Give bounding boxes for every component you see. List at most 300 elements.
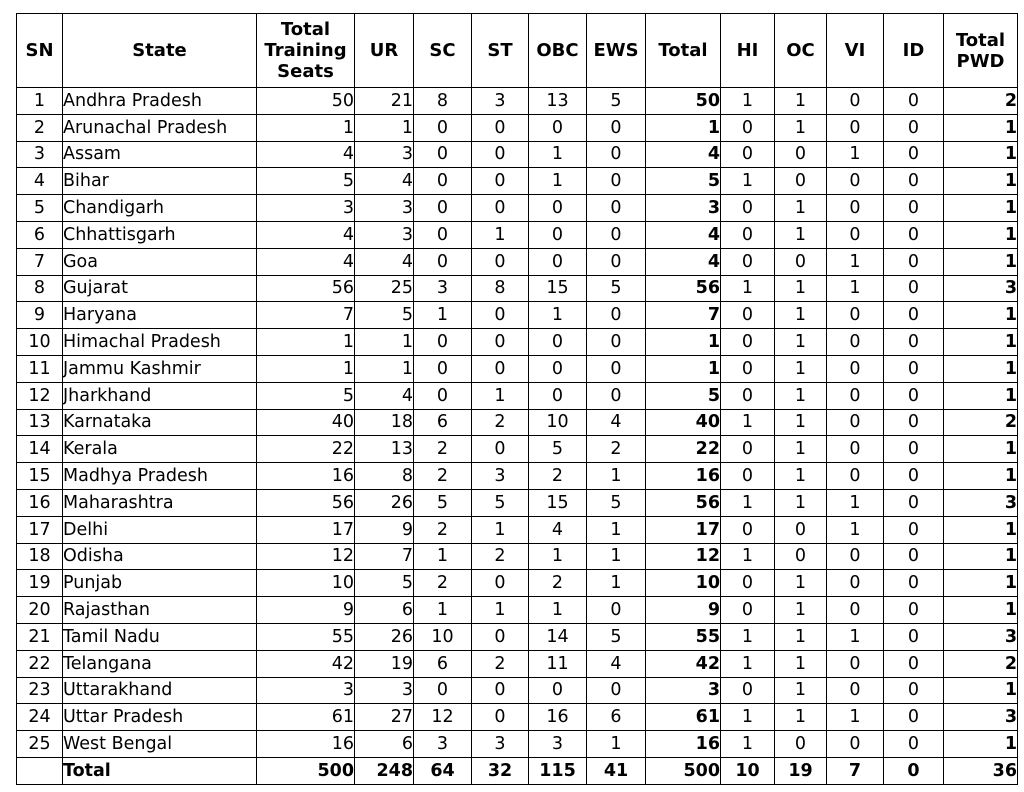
cell-sn: 20 bbox=[17, 597, 63, 624]
header-hi: HI bbox=[721, 14, 775, 88]
cell-ews: 1 bbox=[587, 570, 646, 597]
cell-total-training-seats: 10 bbox=[257, 570, 355, 597]
cell-total-training-seats: 5 bbox=[257, 168, 355, 195]
cell-ews: 0 bbox=[587, 248, 646, 275]
table-row bbox=[17, 382, 1018, 409]
cell-sn: 19 bbox=[17, 570, 63, 597]
cell-sn: 3 bbox=[17, 141, 63, 168]
cell-ur: 6 bbox=[355, 597, 414, 624]
cell-state: Telangana bbox=[63, 650, 257, 677]
cell-ur: 13 bbox=[355, 436, 414, 463]
cell-st: 1 bbox=[472, 516, 529, 543]
cell-total-training-seats: 56 bbox=[257, 275, 355, 302]
cell-id: 0 bbox=[884, 88, 944, 115]
cell-ur: 1 bbox=[355, 355, 414, 382]
table-row bbox=[17, 248, 1018, 275]
cell-total-pwd: 3 bbox=[944, 489, 1018, 516]
table-row bbox=[17, 409, 1018, 436]
cell-id: 0 bbox=[884, 623, 944, 650]
cell-ur: 3 bbox=[355, 195, 414, 222]
cell-sn: 25 bbox=[17, 731, 63, 758]
cell-state: Chandigarh bbox=[63, 195, 257, 222]
cell-obc: 16 bbox=[529, 704, 587, 731]
cell-total-training-seats: 55 bbox=[257, 623, 355, 650]
table-row bbox=[17, 463, 1018, 490]
header-total-pwd bbox=[944, 14, 1018, 88]
cell-hi: 1 bbox=[721, 168, 775, 195]
cell-hi: 0 bbox=[721, 329, 775, 356]
cell-ur: 19 bbox=[355, 650, 414, 677]
cell-vi: 0 bbox=[827, 168, 884, 195]
cell-obc: 0 bbox=[529, 195, 587, 222]
cell-total: 16 bbox=[646, 463, 721, 490]
header-id: ID bbox=[884, 14, 944, 88]
cell-vi: 1 bbox=[827, 623, 884, 650]
cell-total: 5 bbox=[646, 382, 721, 409]
cell-total-pwd: 1 bbox=[944, 731, 1018, 758]
cell-ur: 18 bbox=[355, 409, 414, 436]
cell-st: 2 bbox=[472, 409, 529, 436]
cell-total-pwd: 2 bbox=[944, 88, 1018, 115]
cell-total-pwd: 3 bbox=[944, 623, 1018, 650]
table-row bbox=[17, 195, 1018, 222]
cell-sc: 2 bbox=[414, 463, 472, 490]
cell-ur: 5 bbox=[355, 302, 414, 329]
cell-sc: 2 bbox=[414, 516, 472, 543]
header-seats-line-2: Training bbox=[264, 40, 347, 61]
table-row bbox=[17, 355, 1018, 382]
cell-id: 0 bbox=[884, 329, 944, 356]
cell-st: 0 bbox=[472, 704, 529, 731]
cell-total: 500 bbox=[646, 757, 721, 784]
cell-st: 0 bbox=[472, 570, 529, 597]
cell-state: Kerala bbox=[63, 436, 257, 463]
cell-sn: 7 bbox=[17, 248, 63, 275]
cell-sn: 6 bbox=[17, 221, 63, 248]
cell-total-pwd: 3 bbox=[944, 275, 1018, 302]
cell-total-pwd: 2 bbox=[944, 409, 1018, 436]
header-seats-line-1: Total bbox=[280, 19, 331, 40]
cell-vi: 0 bbox=[827, 731, 884, 758]
cell-oc: 1 bbox=[775, 463, 827, 490]
cell-ur: 4 bbox=[355, 382, 414, 409]
cell-vi: 0 bbox=[827, 409, 884, 436]
table-row bbox=[17, 731, 1018, 758]
cell-total-pwd: 2 bbox=[944, 650, 1018, 677]
cell-oc: 0 bbox=[775, 543, 827, 570]
cell-oc: 1 bbox=[775, 436, 827, 463]
cell-st: 0 bbox=[472, 141, 529, 168]
cell-sn: 12 bbox=[17, 382, 63, 409]
cell-sc: 12 bbox=[414, 704, 472, 731]
cell-ews: 0 bbox=[587, 677, 646, 704]
cell-hi: 0 bbox=[721, 382, 775, 409]
cell-vi: 7 bbox=[827, 757, 884, 784]
table-row bbox=[17, 570, 1018, 597]
cell-vi: 0 bbox=[827, 382, 884, 409]
cell-hi: 0 bbox=[721, 302, 775, 329]
table-row bbox=[17, 436, 1018, 463]
cell-vi: 0 bbox=[827, 677, 884, 704]
cell-vi: 1 bbox=[827, 141, 884, 168]
cell-total-pwd: 1 bbox=[944, 677, 1018, 704]
cell-sn: 10 bbox=[17, 329, 63, 356]
cell-ur: 4 bbox=[355, 168, 414, 195]
cell-sc: 0 bbox=[414, 141, 472, 168]
cell-total-training-seats: 4 bbox=[257, 221, 355, 248]
header-ur: UR bbox=[355, 14, 414, 88]
cell-vi: 1 bbox=[827, 248, 884, 275]
cell-oc: 1 bbox=[775, 597, 827, 624]
cell-hi: 1 bbox=[721, 704, 775, 731]
cell-total-training-seats: 4 bbox=[257, 141, 355, 168]
cell-total: 9 bbox=[646, 597, 721, 624]
cell-oc: 0 bbox=[775, 141, 827, 168]
cell-hi: 0 bbox=[721, 141, 775, 168]
cell-total-training-seats: 17 bbox=[257, 516, 355, 543]
cell-oc: 1 bbox=[775, 623, 827, 650]
cell-oc: 0 bbox=[775, 731, 827, 758]
cell-sc: 0 bbox=[414, 677, 472, 704]
cell-ews: 4 bbox=[587, 409, 646, 436]
cell-st: 2 bbox=[472, 650, 529, 677]
cell-total-pwd: 36 bbox=[944, 757, 1018, 784]
cell-sn: 23 bbox=[17, 677, 63, 704]
cell-total: 12 bbox=[646, 543, 721, 570]
cell-ur: 9 bbox=[355, 516, 414, 543]
cell-st: 0 bbox=[472, 114, 529, 141]
cell-total: 1 bbox=[646, 114, 721, 141]
cell-sc: 2 bbox=[414, 436, 472, 463]
cell-state: Karnataka bbox=[63, 409, 257, 436]
cell-oc: 1 bbox=[775, 221, 827, 248]
cell-total-training-seats: 1 bbox=[257, 329, 355, 356]
cell-id: 0 bbox=[884, 275, 944, 302]
cell-obc: 14 bbox=[529, 623, 587, 650]
table-row bbox=[17, 221, 1018, 248]
cell-st: 0 bbox=[472, 436, 529, 463]
cell-total-training-seats: 16 bbox=[257, 463, 355, 490]
cell-ews: 41 bbox=[587, 757, 646, 784]
cell-vi: 0 bbox=[827, 114, 884, 141]
table-row bbox=[17, 489, 1018, 516]
cell-ur: 5 bbox=[355, 570, 414, 597]
cell-ur: 26 bbox=[355, 623, 414, 650]
cell-sc: 0 bbox=[414, 248, 472, 275]
cell-sn: 1 bbox=[17, 88, 63, 115]
table-row bbox=[17, 88, 1018, 115]
cell-id: 0 bbox=[884, 436, 944, 463]
cell-state: Odisha bbox=[63, 543, 257, 570]
cell-total-pwd: 1 bbox=[944, 355, 1018, 382]
cell-obc: 10 bbox=[529, 409, 587, 436]
cell-ews: 1 bbox=[587, 516, 646, 543]
cell-ur: 248 bbox=[355, 757, 414, 784]
cell-vi: 0 bbox=[827, 221, 884, 248]
cell-total-pwd: 1 bbox=[944, 221, 1018, 248]
cell-id: 0 bbox=[884, 597, 944, 624]
cell-total: 4 bbox=[646, 221, 721, 248]
cell-sc: 6 bbox=[414, 650, 472, 677]
table-row bbox=[17, 650, 1018, 677]
cell-ur: 25 bbox=[355, 275, 414, 302]
cell-vi: 0 bbox=[827, 195, 884, 222]
cell-total-training-seats: 40 bbox=[257, 409, 355, 436]
cell-ews: 0 bbox=[587, 329, 646, 356]
cell-ews: 0 bbox=[587, 302, 646, 329]
cell-ews: 0 bbox=[587, 597, 646, 624]
cell-hi: 0 bbox=[721, 114, 775, 141]
cell-vi: 0 bbox=[827, 329, 884, 356]
cell-total-training-seats: 3 bbox=[257, 195, 355, 222]
cell-hi: 1 bbox=[721, 623, 775, 650]
cell-vi: 0 bbox=[827, 543, 884, 570]
cell-ews: 1 bbox=[587, 463, 646, 490]
cell-st: 8 bbox=[472, 275, 529, 302]
cell-sn: 21 bbox=[17, 623, 63, 650]
header-vi: VI bbox=[827, 14, 884, 88]
cell-total: 1 bbox=[646, 329, 721, 356]
cell-obc: 1 bbox=[529, 141, 587, 168]
cell-total-training-seats: 16 bbox=[257, 731, 355, 758]
cell-total-pwd: 1 bbox=[944, 597, 1018, 624]
cell-id: 0 bbox=[884, 704, 944, 731]
cell-ur: 4 bbox=[355, 248, 414, 275]
cell-sc: 1 bbox=[414, 302, 472, 329]
cell-state: Madhya Pradesh bbox=[63, 463, 257, 490]
table-row bbox=[17, 543, 1018, 570]
cell-sn: 15 bbox=[17, 463, 63, 490]
cell-sn: 17 bbox=[17, 516, 63, 543]
table-row bbox=[17, 623, 1018, 650]
cell-st: 0 bbox=[472, 355, 529, 382]
cell-obc: 1 bbox=[529, 302, 587, 329]
cell-oc: 1 bbox=[775, 88, 827, 115]
cell-sn: 14 bbox=[17, 436, 63, 463]
cell-total-pwd: 1 bbox=[944, 516, 1018, 543]
cell-state: Uttarakhand bbox=[63, 677, 257, 704]
cell-state: Jharkhand bbox=[63, 382, 257, 409]
cell-sc: 0 bbox=[414, 329, 472, 356]
cell-total: 56 bbox=[646, 275, 721, 302]
cell-hi: 0 bbox=[721, 221, 775, 248]
cell-total-training-seats: 22 bbox=[257, 436, 355, 463]
cell-hi: 0 bbox=[721, 248, 775, 275]
cell-sc: 3 bbox=[414, 731, 472, 758]
cell-ur: 3 bbox=[355, 141, 414, 168]
cell-id: 0 bbox=[884, 489, 944, 516]
cell-total: 42 bbox=[646, 650, 721, 677]
cell-hi: 10 bbox=[721, 757, 775, 784]
cell-total-training-seats: 9 bbox=[257, 597, 355, 624]
cell-st: 0 bbox=[472, 195, 529, 222]
cell-sn: 8 bbox=[17, 275, 63, 302]
header-pwd-line-1: Total bbox=[955, 29, 1006, 51]
cell-total: 7 bbox=[646, 302, 721, 329]
cell-sn: 5 bbox=[17, 195, 63, 222]
cell-state: Andhra Pradesh bbox=[63, 88, 257, 115]
cell-id: 0 bbox=[884, 114, 944, 141]
cell-hi: 1 bbox=[721, 489, 775, 516]
cell-vi: 0 bbox=[827, 597, 884, 624]
table-row bbox=[17, 329, 1018, 356]
cell-total: 61 bbox=[646, 704, 721, 731]
cell-hi: 1 bbox=[721, 409, 775, 436]
cell-obc: 115 bbox=[529, 757, 587, 784]
cell-ur: 27 bbox=[355, 704, 414, 731]
cell-st: 3 bbox=[472, 463, 529, 490]
cell-vi: 0 bbox=[827, 650, 884, 677]
cell-ews: 0 bbox=[587, 141, 646, 168]
cell-st: 0 bbox=[472, 329, 529, 356]
cell-hi: 1 bbox=[721, 275, 775, 302]
cell-hi: 0 bbox=[721, 597, 775, 624]
header-oc: OC bbox=[775, 14, 827, 88]
header-total-training-seats bbox=[257, 14, 355, 88]
cell-ews: 5 bbox=[587, 88, 646, 115]
cell-ews: 0 bbox=[587, 382, 646, 409]
cell-vi: 0 bbox=[827, 436, 884, 463]
cell-sn bbox=[17, 757, 63, 784]
cell-vi: 1 bbox=[827, 489, 884, 516]
header-seats-line-3: Seats bbox=[277, 61, 334, 82]
cell-obc: 3 bbox=[529, 731, 587, 758]
header-sc: SC bbox=[414, 14, 472, 88]
cell-total: 40 bbox=[646, 409, 721, 436]
cell-sc: 5 bbox=[414, 489, 472, 516]
cell-total-pwd: 1 bbox=[944, 570, 1018, 597]
cell-total-training-seats: 500 bbox=[257, 757, 355, 784]
cell-id: 0 bbox=[884, 677, 944, 704]
cell-oc: 1 bbox=[775, 382, 827, 409]
cell-id: 0 bbox=[884, 195, 944, 222]
cell-id: 0 bbox=[884, 757, 944, 784]
cell-sc: 0 bbox=[414, 114, 472, 141]
cell-total: 22 bbox=[646, 436, 721, 463]
cell-total: 17 bbox=[646, 516, 721, 543]
cell-st: 0 bbox=[472, 302, 529, 329]
cell-sn: 2 bbox=[17, 114, 63, 141]
cell-state: Maharashtra bbox=[63, 489, 257, 516]
cell-st: 5 bbox=[472, 489, 529, 516]
cell-total: 50 bbox=[646, 88, 721, 115]
cell-oc: 1 bbox=[775, 195, 827, 222]
cell-ews: 6 bbox=[587, 704, 646, 731]
cell-ur: 6 bbox=[355, 731, 414, 758]
cell-total-training-seats: 12 bbox=[257, 543, 355, 570]
table-header-row bbox=[17, 14, 1018, 88]
cell-ews: 1 bbox=[587, 543, 646, 570]
cell-id: 0 bbox=[884, 302, 944, 329]
cell-total: 4 bbox=[646, 141, 721, 168]
cell-obc: 0 bbox=[529, 221, 587, 248]
cell-id: 0 bbox=[884, 168, 944, 195]
cell-total-pwd: 3 bbox=[944, 704, 1018, 731]
cell-total: 4 bbox=[646, 248, 721, 275]
cell-total-training-seats: 1 bbox=[257, 114, 355, 141]
cell-ews: 4 bbox=[587, 650, 646, 677]
cell-obc: 1 bbox=[529, 168, 587, 195]
cell-sn: 16 bbox=[17, 489, 63, 516]
cell-vi: 0 bbox=[827, 355, 884, 382]
seat-distribution-table bbox=[16, 13, 1018, 785]
cell-oc: 1 bbox=[775, 570, 827, 597]
cell-st: 3 bbox=[472, 731, 529, 758]
cell-sc: 10 bbox=[414, 623, 472, 650]
cell-state: Goa bbox=[63, 248, 257, 275]
cell-ur: 1 bbox=[355, 114, 414, 141]
cell-total-training-seats: 5 bbox=[257, 382, 355, 409]
cell-total: 3 bbox=[646, 677, 721, 704]
cell-id: 0 bbox=[884, 570, 944, 597]
header-sn: SN bbox=[17, 14, 63, 88]
cell-oc: 1 bbox=[775, 302, 827, 329]
table-row bbox=[17, 704, 1018, 731]
cell-state: Arunachal Pradesh bbox=[63, 114, 257, 141]
cell-state: Haryana bbox=[63, 302, 257, 329]
cell-st: 0 bbox=[472, 623, 529, 650]
cell-total-pwd: 1 bbox=[944, 195, 1018, 222]
cell-hi: 0 bbox=[721, 570, 775, 597]
cell-sc: 64 bbox=[414, 757, 472, 784]
cell-oc: 0 bbox=[775, 248, 827, 275]
table-row bbox=[17, 516, 1018, 543]
cell-sn: 18 bbox=[17, 543, 63, 570]
header-ews: EWS bbox=[587, 14, 646, 88]
cell-ews: 5 bbox=[587, 275, 646, 302]
cell-total: 16 bbox=[646, 731, 721, 758]
cell-sn: 4 bbox=[17, 168, 63, 195]
cell-hi: 0 bbox=[721, 463, 775, 490]
cell-total-pwd: 1 bbox=[944, 382, 1018, 409]
cell-total-pwd: 1 bbox=[944, 543, 1018, 570]
cell-ur: 1 bbox=[355, 329, 414, 356]
cell-vi: 0 bbox=[827, 463, 884, 490]
cell-id: 0 bbox=[884, 650, 944, 677]
cell-ur: 26 bbox=[355, 489, 414, 516]
cell-st: 0 bbox=[472, 168, 529, 195]
cell-vi: 0 bbox=[827, 88, 884, 115]
cell-id: 0 bbox=[884, 731, 944, 758]
cell-id: 0 bbox=[884, 355, 944, 382]
table-row bbox=[17, 302, 1018, 329]
cell-sc: 1 bbox=[414, 543, 472, 570]
cell-total: 5 bbox=[646, 168, 721, 195]
cell-vi: 1 bbox=[827, 704, 884, 731]
cell-total: 3 bbox=[646, 195, 721, 222]
table-body bbox=[17, 88, 1018, 785]
cell-hi: 0 bbox=[721, 516, 775, 543]
cell-ews: 0 bbox=[587, 114, 646, 141]
cell-total-training-seats: 61 bbox=[257, 704, 355, 731]
cell-obc: 0 bbox=[529, 114, 587, 141]
cell-sn: 22 bbox=[17, 650, 63, 677]
table-total-row bbox=[17, 757, 1018, 784]
cell-oc: 1 bbox=[775, 275, 827, 302]
cell-total-pwd: 1 bbox=[944, 168, 1018, 195]
cell-oc: 1 bbox=[775, 409, 827, 436]
cell-obc: 0 bbox=[529, 677, 587, 704]
cell-hi: 0 bbox=[721, 355, 775, 382]
cell-st: 1 bbox=[472, 597, 529, 624]
cell-obc: 2 bbox=[529, 463, 587, 490]
cell-total-pwd: 1 bbox=[944, 329, 1018, 356]
cell-total-training-seats: 7 bbox=[257, 302, 355, 329]
cell-ur: 3 bbox=[355, 677, 414, 704]
cell-id: 0 bbox=[884, 382, 944, 409]
cell-ews: 5 bbox=[587, 623, 646, 650]
cell-obc: 1 bbox=[529, 543, 587, 570]
